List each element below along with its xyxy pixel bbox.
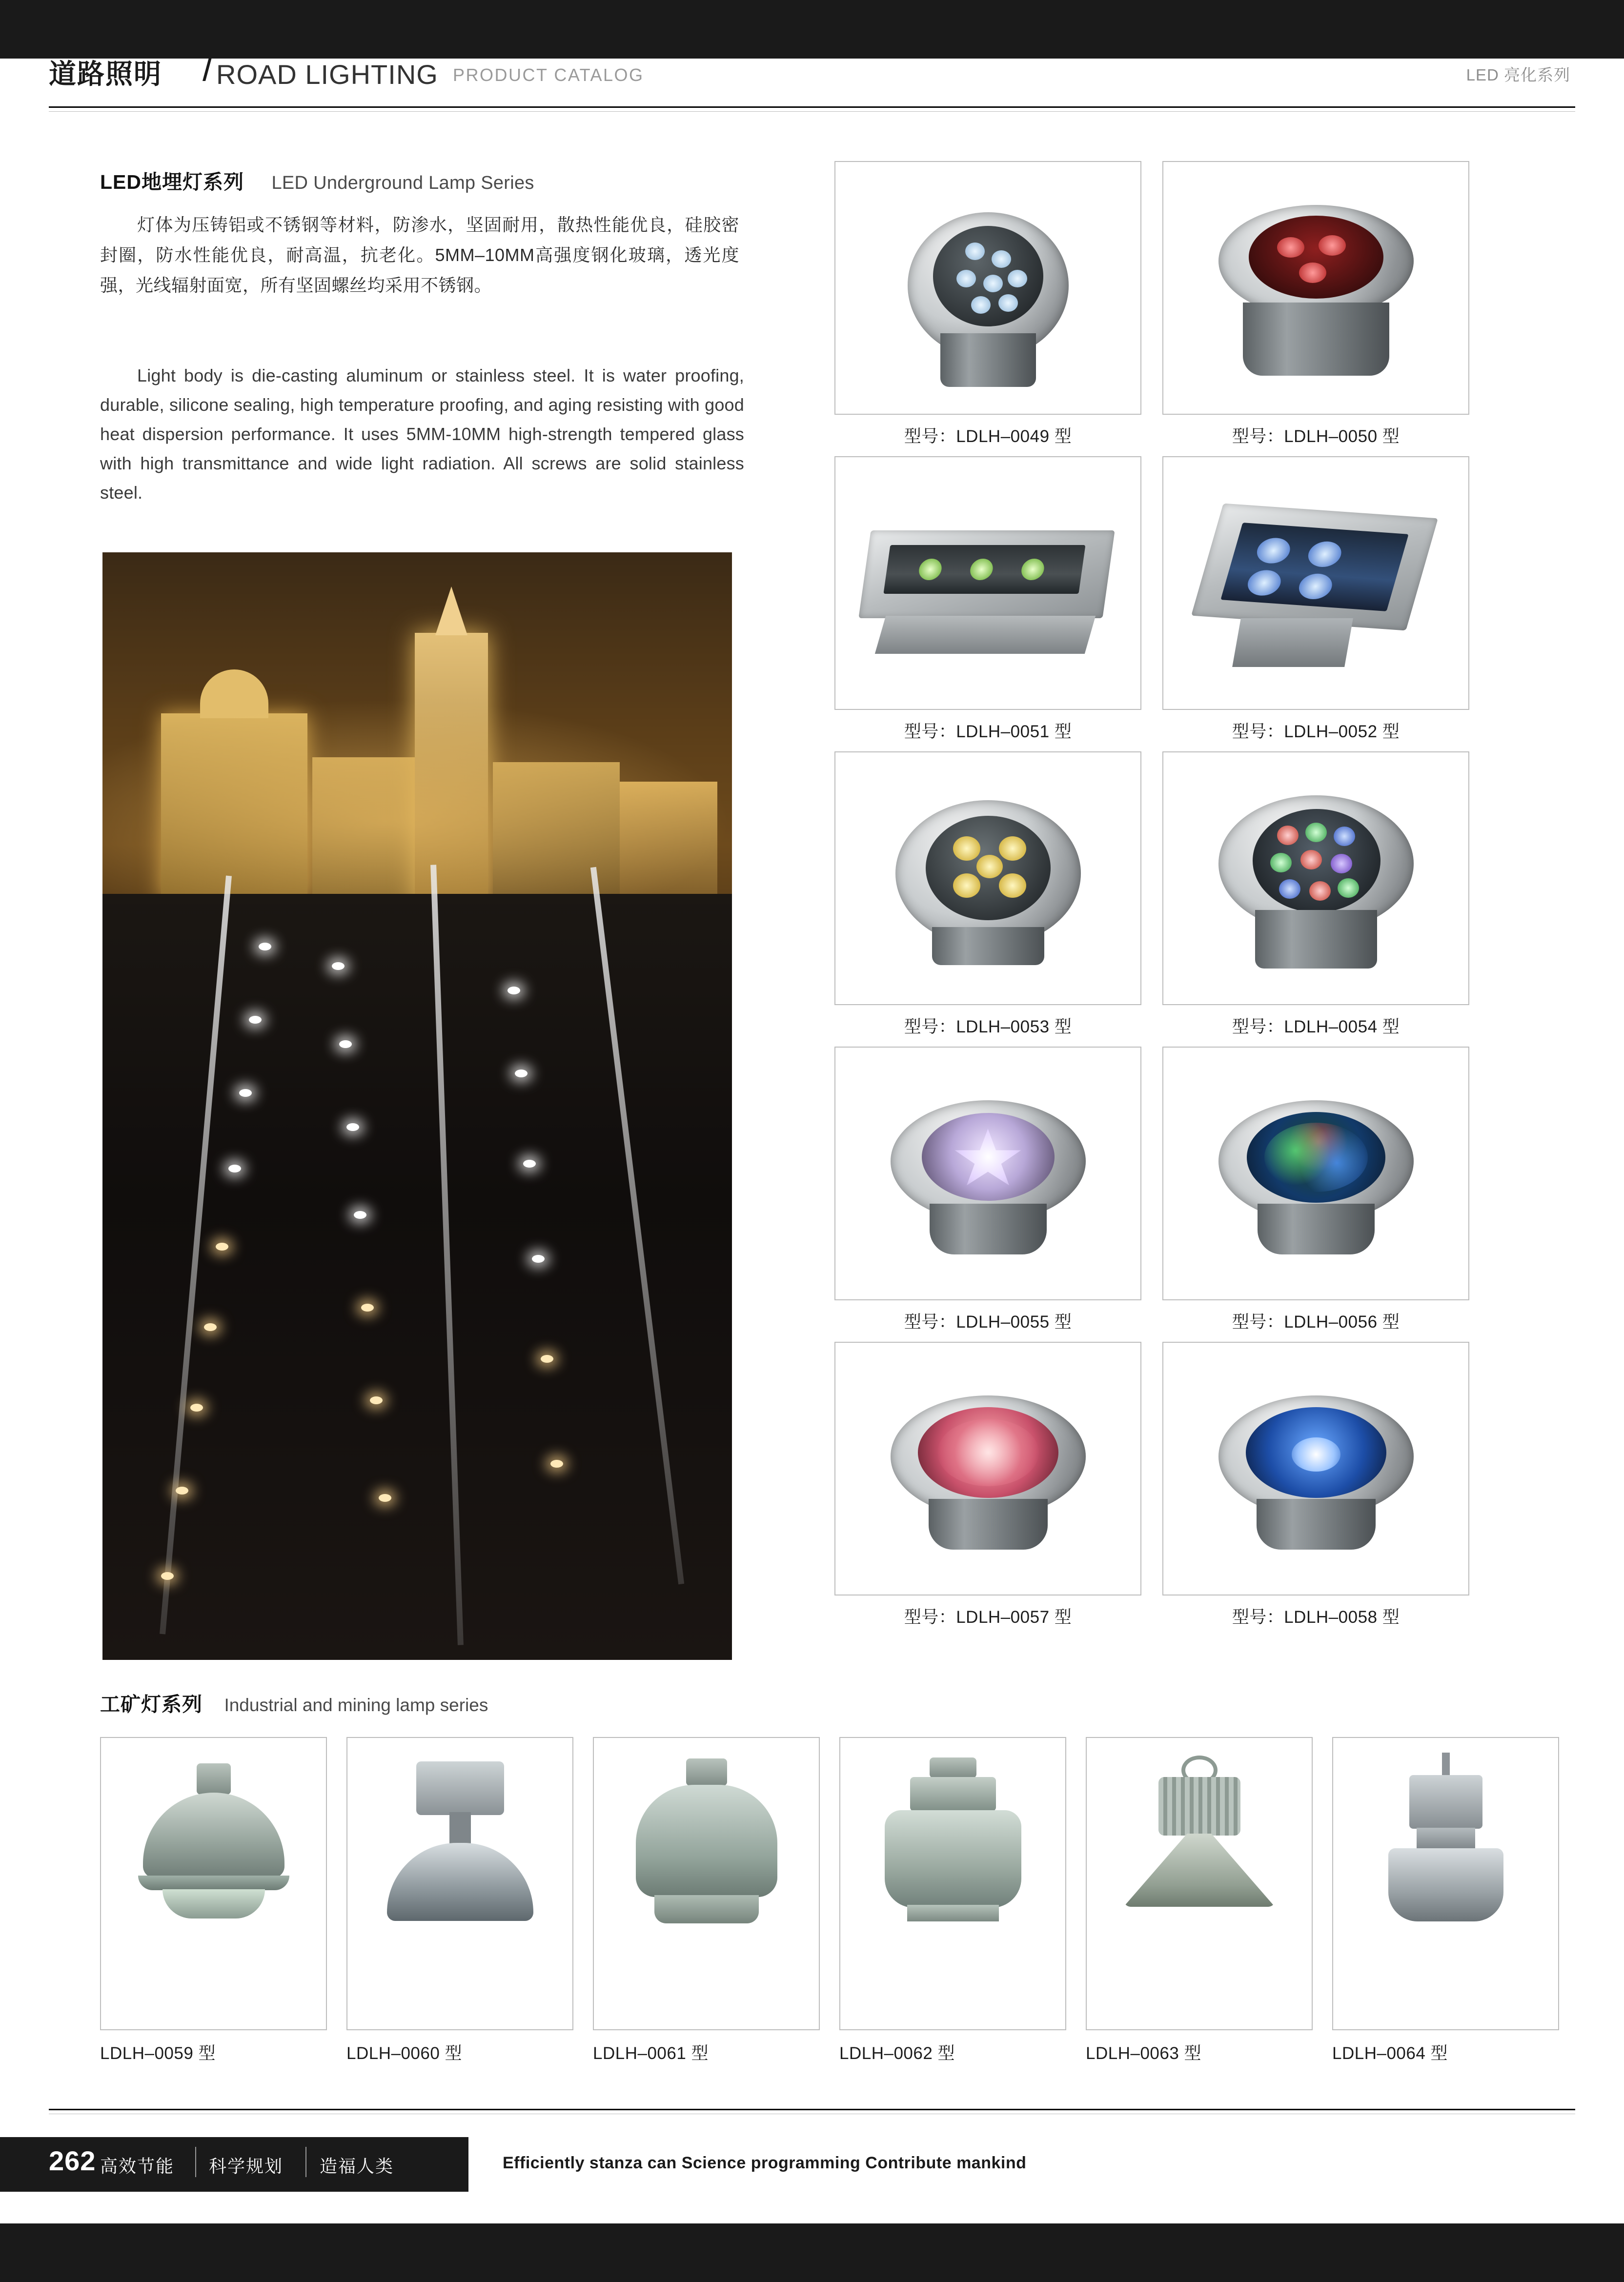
product-image-0056 [1162, 1047, 1469, 1300]
product-cell [1162, 751, 1469, 1038]
application-photo [102, 552, 732, 1660]
product-label-0060: LDLH–0060 型 [346, 2044, 463, 2063]
photo-step-light [239, 1089, 252, 1097]
fixture-0051 [858, 530, 1115, 618]
product-cell [834, 751, 1141, 1038]
header-rule [49, 106, 1575, 108]
product-image-0061 [593, 1737, 820, 2030]
photo-step-light [176, 1487, 188, 1494]
product-image-0059 [100, 1737, 327, 2030]
description-en: Light body is die-casting aluminum or stainless steel. It is water proofing, durable, silicone sealing, high temperature proofing, and aging resisting with good heat dispersion performance. It uses 5MM-10MM high-strength tempered glass with high transmittance and wide light radiation. All screws are solid stainless steel. [100, 365, 744, 503]
product-cell [1162, 1047, 1469, 1333]
photo-stairway [102, 894, 732, 1660]
product-cell [834, 1342, 1141, 1628]
photo-step-light [508, 987, 520, 994]
photo-step-light [370, 1396, 383, 1404]
product-label-0062: LDLH–0062 型 [839, 2044, 955, 2063]
description-cn: 灯体为压铸铝或不锈钢等材料，防渗水，坚固耐用，散热性能优良，硅胶密封圈，防水性能优良，耐高温，抗老化。5MM–10MM高强度钢化玻璃，透光度强，光线辐射面宽，所有坚固螺丝均采用不锈钢。 [100, 215, 739, 295]
product-image-0051 [834, 456, 1141, 710]
product-image-0052 [1162, 456, 1469, 710]
product-label-0063: LDLH–0063 型 [1086, 2044, 1202, 2063]
photo-step-light [204, 1323, 217, 1331]
photo-step-light [515, 1070, 528, 1077]
product-image-0058 [1162, 1342, 1469, 1595]
photo-step-light [354, 1211, 366, 1219]
footer-slogan-2: 科学规划 [209, 2156, 284, 2176]
section2-title-cn: 工矿灯系列 [100, 1693, 203, 1716]
product-image-0060 [346, 1737, 573, 2030]
photo-step-light [190, 1404, 203, 1412]
section-title-industrial [100, 1688, 488, 1717]
fixture-0054 [1218, 795, 1414, 971]
fixture-0057 [891, 1395, 1086, 1552]
photo-step-light [259, 943, 271, 950]
header-slash: / [203, 47, 213, 89]
photo-step-light [550, 1460, 563, 1468]
photo-handrail-center [430, 865, 464, 1645]
footer-slogan-1: 高效节能 [100, 2156, 175, 2176]
product-label-0049: 型号：LDLH–0049 型 [904, 427, 1072, 446]
bottom-black-bar [0, 2223, 1624, 2282]
footer-divider [195, 2147, 196, 2177]
header-title-en: ROAD LIGHTING [216, 59, 438, 90]
product-image-0063 [1086, 1737, 1313, 2030]
product-cell [834, 161, 1141, 447]
header-title-cn: 道路照明 [49, 59, 162, 89]
photo-step-light [161, 1572, 174, 1580]
footer-rule [49, 2109, 1575, 2110]
photo-step-light [379, 1494, 391, 1502]
product-cell [100, 1737, 327, 2064]
section-title-cn: LED地埋灯系列 [100, 171, 244, 193]
photo-step-light [216, 1243, 228, 1251]
product-cell [1086, 1737, 1313, 2064]
product-cell [593, 1737, 820, 2064]
product-image-0062 [839, 1737, 1066, 2030]
photo-step-light [361, 1304, 374, 1312]
photo-step-light [532, 1255, 545, 1263]
page-header [0, 0, 1624, 122]
page-number: 262 [49, 2145, 96, 2176]
footer-slogan-en: Efficiently stanza can Science programming Contribute mankind [503, 2154, 1027, 2172]
product-image-0053 [834, 751, 1141, 1005]
section-title-en: LED Underground Lamp Series [271, 173, 534, 193]
fixture-0052 [1191, 504, 1438, 631]
photo-skyline-glow [102, 699, 732, 904]
product-label-0053: 型号：LDLH–0053 型 [904, 1017, 1072, 1036]
product-cell [1162, 456, 1469, 743]
product-image-0049 [834, 161, 1141, 415]
product-cell [834, 1047, 1141, 1333]
fixture-0053 [895, 800, 1081, 966]
product-image-0064 [1332, 1737, 1559, 2030]
product-cell [834, 456, 1141, 743]
photo-handrail-right [590, 867, 684, 1584]
product-label-0059: LDLH–0059 型 [100, 2044, 216, 2063]
photo-step-light [541, 1355, 553, 1363]
product-cell [839, 1737, 1066, 2064]
photo-step-light [346, 1123, 359, 1131]
footer-divider [305, 2147, 306, 2177]
product-image-0050 [1162, 161, 1469, 415]
section-title-underground [100, 166, 534, 195]
product-cell [1162, 161, 1469, 447]
product-cell [1162, 1342, 1469, 1628]
product-label-0051: 型号：LDLH–0051 型 [904, 722, 1072, 741]
fixture-0050 [1218, 205, 1414, 381]
photo-handrail-left [160, 875, 232, 1634]
photo-step-light [332, 962, 345, 970]
product-cell [1332, 1737, 1559, 2064]
header-subtitle: PRODUCT CATALOG [453, 65, 644, 85]
header-right-label: LED 亮化系列 [1466, 66, 1570, 84]
photo-step-light [249, 1016, 262, 1024]
photo-step-light [339, 1040, 352, 1048]
photo-step-light [228, 1165, 241, 1172]
product-cell [346, 1737, 573, 2064]
product-label-0055: 型号：LDLH–0055 型 [904, 1313, 1072, 1332]
product-label-0056: 型号：LDLH–0056 型 [1232, 1313, 1400, 1332]
section2-title-en: Industrial and mining lamp series [224, 1695, 488, 1715]
product-label-0058: 型号：LDLH–0058 型 [1232, 1608, 1400, 1627]
product-image-0055 [834, 1047, 1141, 1300]
footer-slogan-3: 造福人类 [320, 2156, 394, 2176]
product-label-0061: LDLH–0061 型 [593, 2044, 709, 2063]
header-rule-thin [49, 111, 1575, 112]
fixture-0049 [908, 212, 1069, 373]
product-image-0057 [834, 1342, 1141, 1595]
fixture-0058 [1218, 1395, 1414, 1552]
product-label-0054: 型号：LDLH–0054 型 [1232, 1017, 1400, 1036]
fixture-0056 [1218, 1100, 1414, 1256]
product-label-0057: 型号：LDLH–0057 型 [904, 1608, 1072, 1627]
product-label-0064: LDLH–0064 型 [1332, 2044, 1448, 2063]
fixture-0055 [891, 1100, 1086, 1256]
product-image-0054 [1162, 751, 1469, 1005]
photo-step-light [523, 1160, 536, 1168]
product-label-0050: 型号：LDLH–0050 型 [1232, 427, 1400, 446]
product-label-0052: 型号：LDLH–0052 型 [1232, 722, 1400, 741]
